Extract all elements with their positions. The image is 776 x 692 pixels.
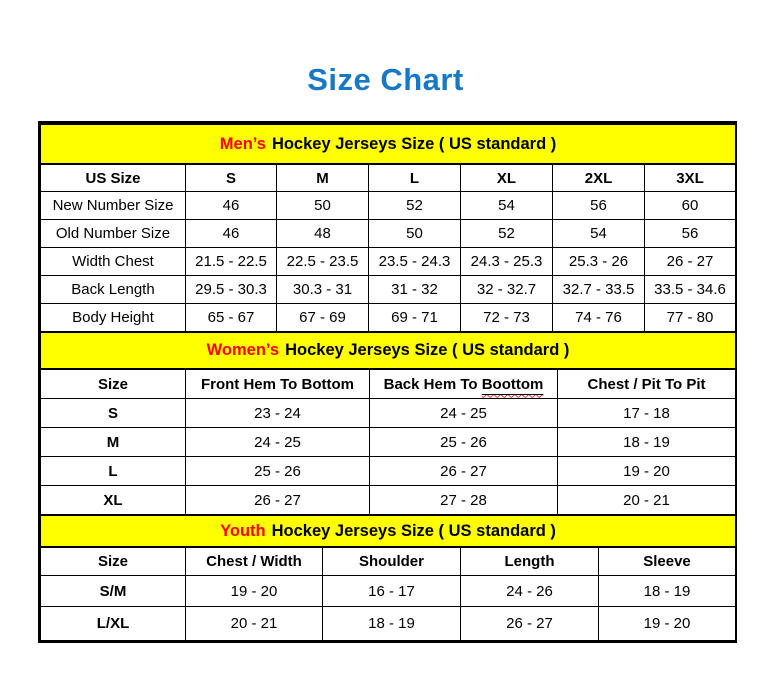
youth-row-lxl xyxy=(41,607,736,641)
mens-row-old-number-size xyxy=(41,220,736,248)
mens-row-width-chest xyxy=(41,248,736,276)
size-chart-tables xyxy=(38,121,737,643)
womens-band-title: Hockey Jerseys Size ( US standard ) xyxy=(285,341,570,359)
value-cell: 18 - 19 xyxy=(558,428,736,457)
row-label: Body Height xyxy=(41,304,186,332)
value-cell: 50 xyxy=(369,220,461,248)
mens-column-header-row xyxy=(41,164,736,192)
row-label: L xyxy=(41,457,186,486)
mens-band-title: Hockey Jerseys Size ( US standard ) xyxy=(271,134,557,153)
value-cell: 48 xyxy=(277,220,369,248)
value-cell: 46 xyxy=(186,192,277,220)
value-cell: 26 - 27 xyxy=(461,607,599,641)
value-cell: 72 - 73 xyxy=(461,304,553,332)
youth-row-sm xyxy=(41,576,736,607)
value-cell: 18 - 19 xyxy=(323,607,461,641)
value-cell: 30.3 - 31 xyxy=(277,276,369,304)
value-cell: 54 xyxy=(553,220,645,248)
value-cell: 19 - 20 xyxy=(558,457,736,486)
value-cell: 21.5 - 22.5 xyxy=(186,248,277,276)
mens-band-highlight: Men’s xyxy=(219,134,266,153)
value-cell: 29.5 - 30.3 xyxy=(186,276,277,304)
value-cell: 19 - 20 xyxy=(186,576,323,607)
value-cell: 46 xyxy=(186,220,277,248)
value-cell: 24.3 - 25.3 xyxy=(461,248,553,276)
value-cell: 25 - 26 xyxy=(370,428,558,457)
womens-col-front-hem: Front Hem To Bottom xyxy=(186,369,370,399)
value-cell: 20 - 21 xyxy=(186,607,323,641)
value-cell: 23 - 24 xyxy=(186,399,370,428)
row-label: L/XL xyxy=(41,607,186,641)
row-label: Back Length xyxy=(41,276,186,304)
youth-col-sleeve: Sleeve xyxy=(599,547,736,576)
value-cell: 17 - 18 xyxy=(558,399,736,428)
value-cell: 27 - 28 xyxy=(370,486,558,515)
mens-col-xl: XL xyxy=(461,164,553,192)
youth-band-title: Hockey Jerseys Size ( US standard ) xyxy=(271,521,556,540)
womens-col-chest-pit: Chest / Pit To Pit xyxy=(558,369,736,399)
value-cell: 16 - 17 xyxy=(323,576,461,607)
value-cell: 77 - 80 xyxy=(645,304,736,332)
value-cell: 24 - 25 xyxy=(186,428,370,457)
womens-table-header-band xyxy=(41,332,736,369)
youth-col-chest-width: Chest / Width xyxy=(186,547,323,576)
mens-col-s: S xyxy=(186,164,277,192)
mens-table-header-band xyxy=(41,124,736,164)
value-cell: 18 - 19 xyxy=(599,576,736,607)
value-cell: 56 xyxy=(645,220,736,248)
value-cell: 60 xyxy=(645,192,736,220)
value-cell: 24 - 25 xyxy=(370,399,558,428)
misspelled-word-squiggle xyxy=(482,376,544,393)
page-title: Size Chart xyxy=(307,62,464,97)
value-cell: 26 - 27 xyxy=(645,248,736,276)
value-cell: 25 - 26 xyxy=(186,457,370,486)
mens-col-us-size: US Size xyxy=(41,164,186,192)
mens-col-l: L xyxy=(369,164,461,192)
mens-col-2xl: 2XL xyxy=(553,164,645,192)
mens-row-body-height xyxy=(41,304,736,332)
youth-col-size: Size xyxy=(41,547,186,576)
value-cell: 69 - 71 xyxy=(369,304,461,332)
value-cell: 67 - 69 xyxy=(277,304,369,332)
mens-size-table xyxy=(40,123,736,332)
value-cell: 52 xyxy=(369,192,461,220)
womens-col-size: Size xyxy=(41,369,186,399)
row-label: XL xyxy=(41,486,186,515)
row-label: S/M xyxy=(41,576,186,607)
value-cell: 54 xyxy=(461,192,553,220)
row-label: New Number Size xyxy=(41,192,186,220)
value-cell: 31 - 32 xyxy=(369,276,461,304)
youth-band-highlight: Youth xyxy=(220,521,266,540)
womens-band-highlight: Women’s xyxy=(206,341,280,359)
womens-row-l xyxy=(41,457,736,486)
value-cell: 56 xyxy=(553,192,645,220)
value-cell: 32 - 32.7 xyxy=(461,276,553,304)
womens-size-table xyxy=(40,331,736,515)
row-label: S xyxy=(41,399,186,428)
mens-row-back-length xyxy=(41,276,736,304)
womens-row-s xyxy=(41,399,736,428)
value-cell: 19 - 20 xyxy=(599,607,736,641)
womens-row-xl xyxy=(41,486,736,515)
value-cell: 22.5 - 23.5 xyxy=(277,248,369,276)
value-cell: 26 - 27 xyxy=(186,486,370,515)
youth-size-table xyxy=(40,514,736,641)
youth-col-length: Length xyxy=(461,547,599,576)
value-cell: 23.5 - 24.3 xyxy=(369,248,461,276)
value-cell: 25.3 - 26 xyxy=(553,248,645,276)
value-cell: 74 - 76 xyxy=(553,304,645,332)
value-cell: 50 xyxy=(277,192,369,220)
womens-column-header-row xyxy=(41,369,736,399)
youth-table-header-band xyxy=(41,515,736,547)
value-cell: 52 xyxy=(461,220,553,248)
row-label: M xyxy=(41,428,186,457)
value-cell: 65 - 67 xyxy=(186,304,277,332)
value-cell: 20 - 21 xyxy=(558,486,736,515)
value-cell: 33.5 - 34.6 xyxy=(645,276,736,304)
youth-column-header-row xyxy=(41,547,736,576)
mens-row-new-number-size xyxy=(41,192,736,220)
womens-row-m xyxy=(41,428,736,457)
value-cell: 32.7 - 33.5 xyxy=(553,276,645,304)
mens-col-m: M xyxy=(277,164,369,192)
womens-col-back-hem xyxy=(370,369,558,399)
mens-col-3xl: 3XL xyxy=(645,164,736,192)
row-label: Width Chest xyxy=(41,248,186,276)
misspelled-word: Boottom xyxy=(481,375,544,393)
back-hem-prefix: Back Hem To xyxy=(383,375,478,393)
youth-col-shoulder: Shoulder xyxy=(323,547,461,576)
value-cell: 24 - 26 xyxy=(461,576,599,607)
row-label: Old Number Size xyxy=(41,220,186,248)
value-cell: 26 - 27 xyxy=(370,457,558,486)
